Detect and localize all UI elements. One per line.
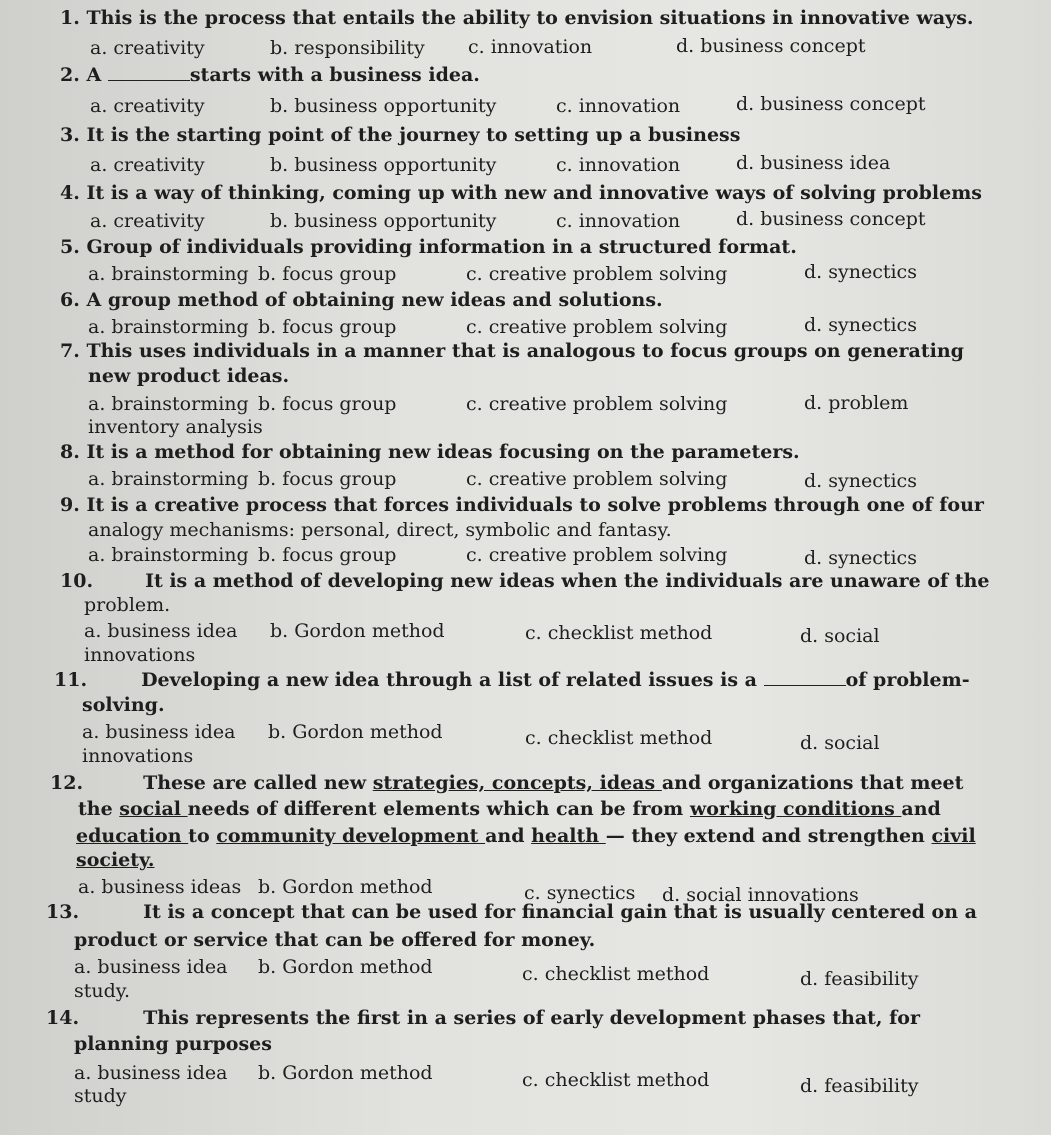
q11-option-d-cont: innovations (82, 745, 194, 767)
question-8: 8. It is a method for obtaining new ideas focusing on the parameters. (60, 441, 800, 463)
q8-option-a: a. brainstorming (88, 468, 249, 490)
q7-option-b: b. focus group (258, 393, 397, 415)
q12-option-d: d. social innovations (662, 884, 859, 906)
q14-option-c: c. checklist method (522, 1069, 710, 1091)
q11-option-b: b. Gordon method (268, 721, 443, 743)
question-14-cont: planning purposes (74, 1033, 272, 1055)
q3-option-c: c. innovation (556, 154, 681, 176)
q4-option-a: a. creativity (90, 210, 205, 232)
q1-option-d: d. business concept (676, 35, 866, 57)
q6-option-d: d. synectics (804, 314, 917, 336)
question-4: 4. It is a way of thinking, coming up with new and innovative ways of solving problems (60, 182, 982, 204)
question-12: 12. These are called new strategies, concepts, ideas and organizations that meet (50, 772, 964, 794)
q5-option-a: a. brainstorming (88, 263, 249, 285)
question-6: 6. A group method of obtaining new ideas and solutions. (60, 289, 663, 311)
question-13: 13. It is a concept that can be used for financial gain that is usually centered on a (46, 901, 977, 923)
q13-option-b: b. Gordon method (258, 956, 433, 978)
q5-option-b: b. focus group (258, 263, 397, 285)
q12-option-a: a. business ideas (78, 876, 242, 898)
q7-option-d-cont: inventory analysis (88, 416, 263, 438)
q2-option-d: d. business concept (736, 93, 926, 115)
answer-blank (108, 64, 190, 81)
question-2: 2. A starts with a business idea. (60, 64, 480, 86)
q2-option-a: a. creativity (90, 95, 205, 117)
q10-option-a: a. business idea (84, 620, 238, 642)
question-13-cont: product or service that can be offered for money. (74, 929, 596, 951)
q10-option-c: c. checklist method (525, 622, 713, 644)
q13-option-c: c. checklist method (522, 963, 710, 985)
q14-option-d-cont: study (74, 1085, 127, 1107)
q6-option-c: c. creative problem solving (466, 316, 728, 338)
question-3: 3. It is the starting point of the journey to setting up a business (60, 124, 741, 146)
q5-option-c: c. creative problem solving (466, 263, 728, 285)
question-1: 1. This is the process that entails the ability to envision situations in innovative ways. (60, 7, 974, 29)
question-11-cont: solving. (82, 694, 165, 716)
q8-option-b: b. focus group (258, 468, 397, 490)
q9-option-a: a. brainstorming (88, 544, 249, 566)
q9-option-c: c. creative problem solving (466, 544, 728, 566)
q3-option-a: a. creativity (90, 154, 205, 176)
q11-option-d: d. social (800, 732, 880, 754)
question-11: 11. Developing a new idea through a list of related issues is a of problem- (54, 669, 970, 691)
q3-option-b: b. business opportunity (270, 154, 497, 176)
q7-option-c: c. creative problem solving (466, 393, 728, 415)
question-9: 9. It is a creative process that forces individuals to solve problems through one of four (60, 494, 984, 516)
q7-option-a: a. brainstorming (88, 393, 249, 415)
q1-option-a: a. creativity (90, 37, 205, 59)
q2-option-c: c. innovation (556, 95, 681, 117)
q1-option-c: c. innovation (468, 36, 593, 58)
q8-option-c: c. creative problem solving (466, 468, 728, 490)
q4-option-c: c. innovation (556, 210, 681, 232)
question-7: 7. This uses individuals in a manner that is analogous to focus groups on generating (60, 340, 964, 362)
q14-option-b: b. Gordon method (258, 1062, 433, 1084)
q12-option-b: b. Gordon method (258, 876, 433, 898)
q10-option-b: b. Gordon method (270, 620, 445, 642)
q6-option-b: b. focus group (258, 316, 397, 338)
q11-option-a: a. business idea (82, 721, 236, 743)
q4-option-b: b. business opportunity (270, 210, 497, 232)
q5-option-d: d. synectics (804, 261, 917, 283)
answer-blank (764, 669, 846, 686)
q13-option-d: d. feasibility (800, 968, 919, 990)
q2-option-b: b. business opportunity (270, 95, 497, 117)
question-5: 5. Group of individuals providing information in a structured format. (60, 236, 797, 258)
question-9-cont: analogy mechanisms: personal, direct, symbolic and fantasy. (88, 519, 672, 541)
question-7-cont: new product ideas. (88, 365, 290, 387)
q4-option-d: d. business concept (736, 208, 926, 230)
question-12-line2: the social needs of different elements which can be from working conditions and (78, 798, 941, 820)
q13-option-d-cont: study. (74, 980, 131, 1002)
q11-option-c: c. checklist method (525, 727, 713, 749)
q14-option-a: a. business idea (74, 1062, 228, 1084)
question-14: 14. This represents the first in a series of early development phases that, for (46, 1007, 920, 1029)
question-10-cont: problem. (84, 594, 171, 616)
q13-option-a: a. business idea (74, 956, 228, 978)
question-12-line3: education to community development and health — they extend and strengthen civil (76, 825, 976, 847)
q3-option-d: d. business idea (736, 152, 891, 174)
q6-option-a: a. brainstorming (88, 316, 249, 338)
q10-option-d: d. social (800, 625, 880, 647)
q10-option-d-cont: innovations (84, 644, 196, 666)
q7-option-d: d. problem (804, 392, 909, 414)
q9-option-d: d. synectics (804, 547, 917, 569)
q8-option-d: d. synectics (804, 470, 917, 492)
q14-option-d: d. feasibility (800, 1075, 919, 1097)
question-10: 10. It is a method of developing new ideas when the individuals are unaware of the (60, 570, 990, 592)
q12-option-c: c. synectics (524, 882, 636, 904)
q9-option-b: b. focus group (258, 544, 397, 566)
question-12-line4: society. (76, 849, 155, 871)
q1-option-b: b. responsibility (270, 37, 425, 59)
